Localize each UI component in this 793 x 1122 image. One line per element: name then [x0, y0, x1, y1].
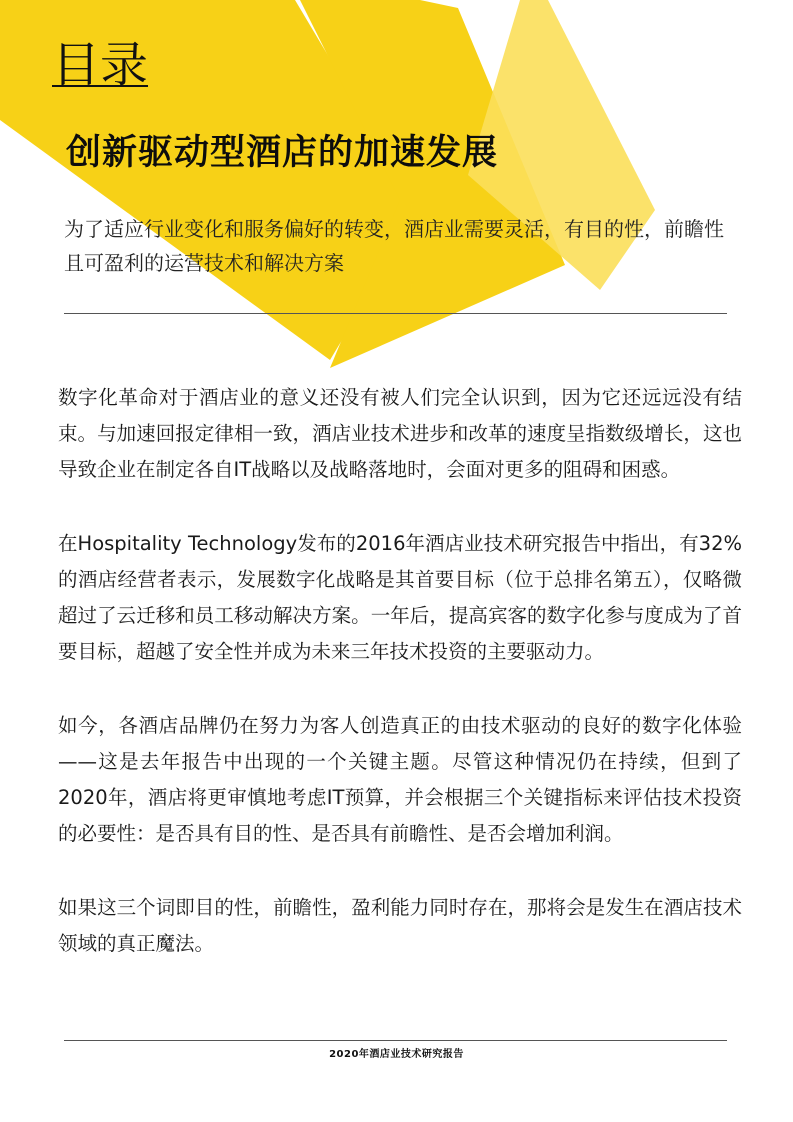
- footer-report-title: 2020年酒店业技术研究报告: [329, 1049, 464, 1060]
- toc-link[interactable]: 目录: [52, 37, 149, 93]
- divider-top: [64, 313, 727, 314]
- paragraph: 如果这三个词即目的性，前瞻性，盈利能力同时存在，那将会是发生在酒店技术领域的真正魔法。: [58, 896, 742, 955]
- page-title: 创新驱动型酒店的加速发展: [66, 133, 499, 173]
- body-text: [58, 380, 742, 1000]
- paragraph: 如今，各酒店品牌仍在努力为客人创造真正的由技术驱动的良好的数字化体验——这是去年报告中出现的一个关键主题。尽管这种情况仍在持续，但到了2020年，酒店将更审慎地考虑IT预算，并会根据三个关键指标来评估技术投资的必要性：是否具有目的性、是否具有前瞻性、是否会增加利润。: [58, 714, 742, 845]
- paragraph: 数字化革命对于酒店业的意义还没有被人们完全认识到，因为它还远远没有结束。与加速回报定律相一致，酒店业技术进步和改革的速度呈指数级增长，这也导致企业在制定各自IT战略以及战略落地时，会面对更多的阻碍和困惑。: [58, 386, 742, 481]
- divider-bottom: [64, 1040, 727, 1041]
- paragraph: 在Hospitality Technology发布的2016年酒店业技术研究报告中指出，有32%的酒店经营者表示，发展数字化战略是其首要目标（位于总排名第五），仅略微超过了云迁移和员工移动解决方案。一年后，提高宾客的数字化参与度成为了首要目标，超越了安全性并成为未来三年技术投资的主要驱动力。: [58, 532, 742, 663]
- subtitle: 为了适应行业变化和服务偏好的转变，酒店业需要灵活，有目的性，前瞻性且可盈利的运营技术和解决方案: [64, 217, 724, 275]
